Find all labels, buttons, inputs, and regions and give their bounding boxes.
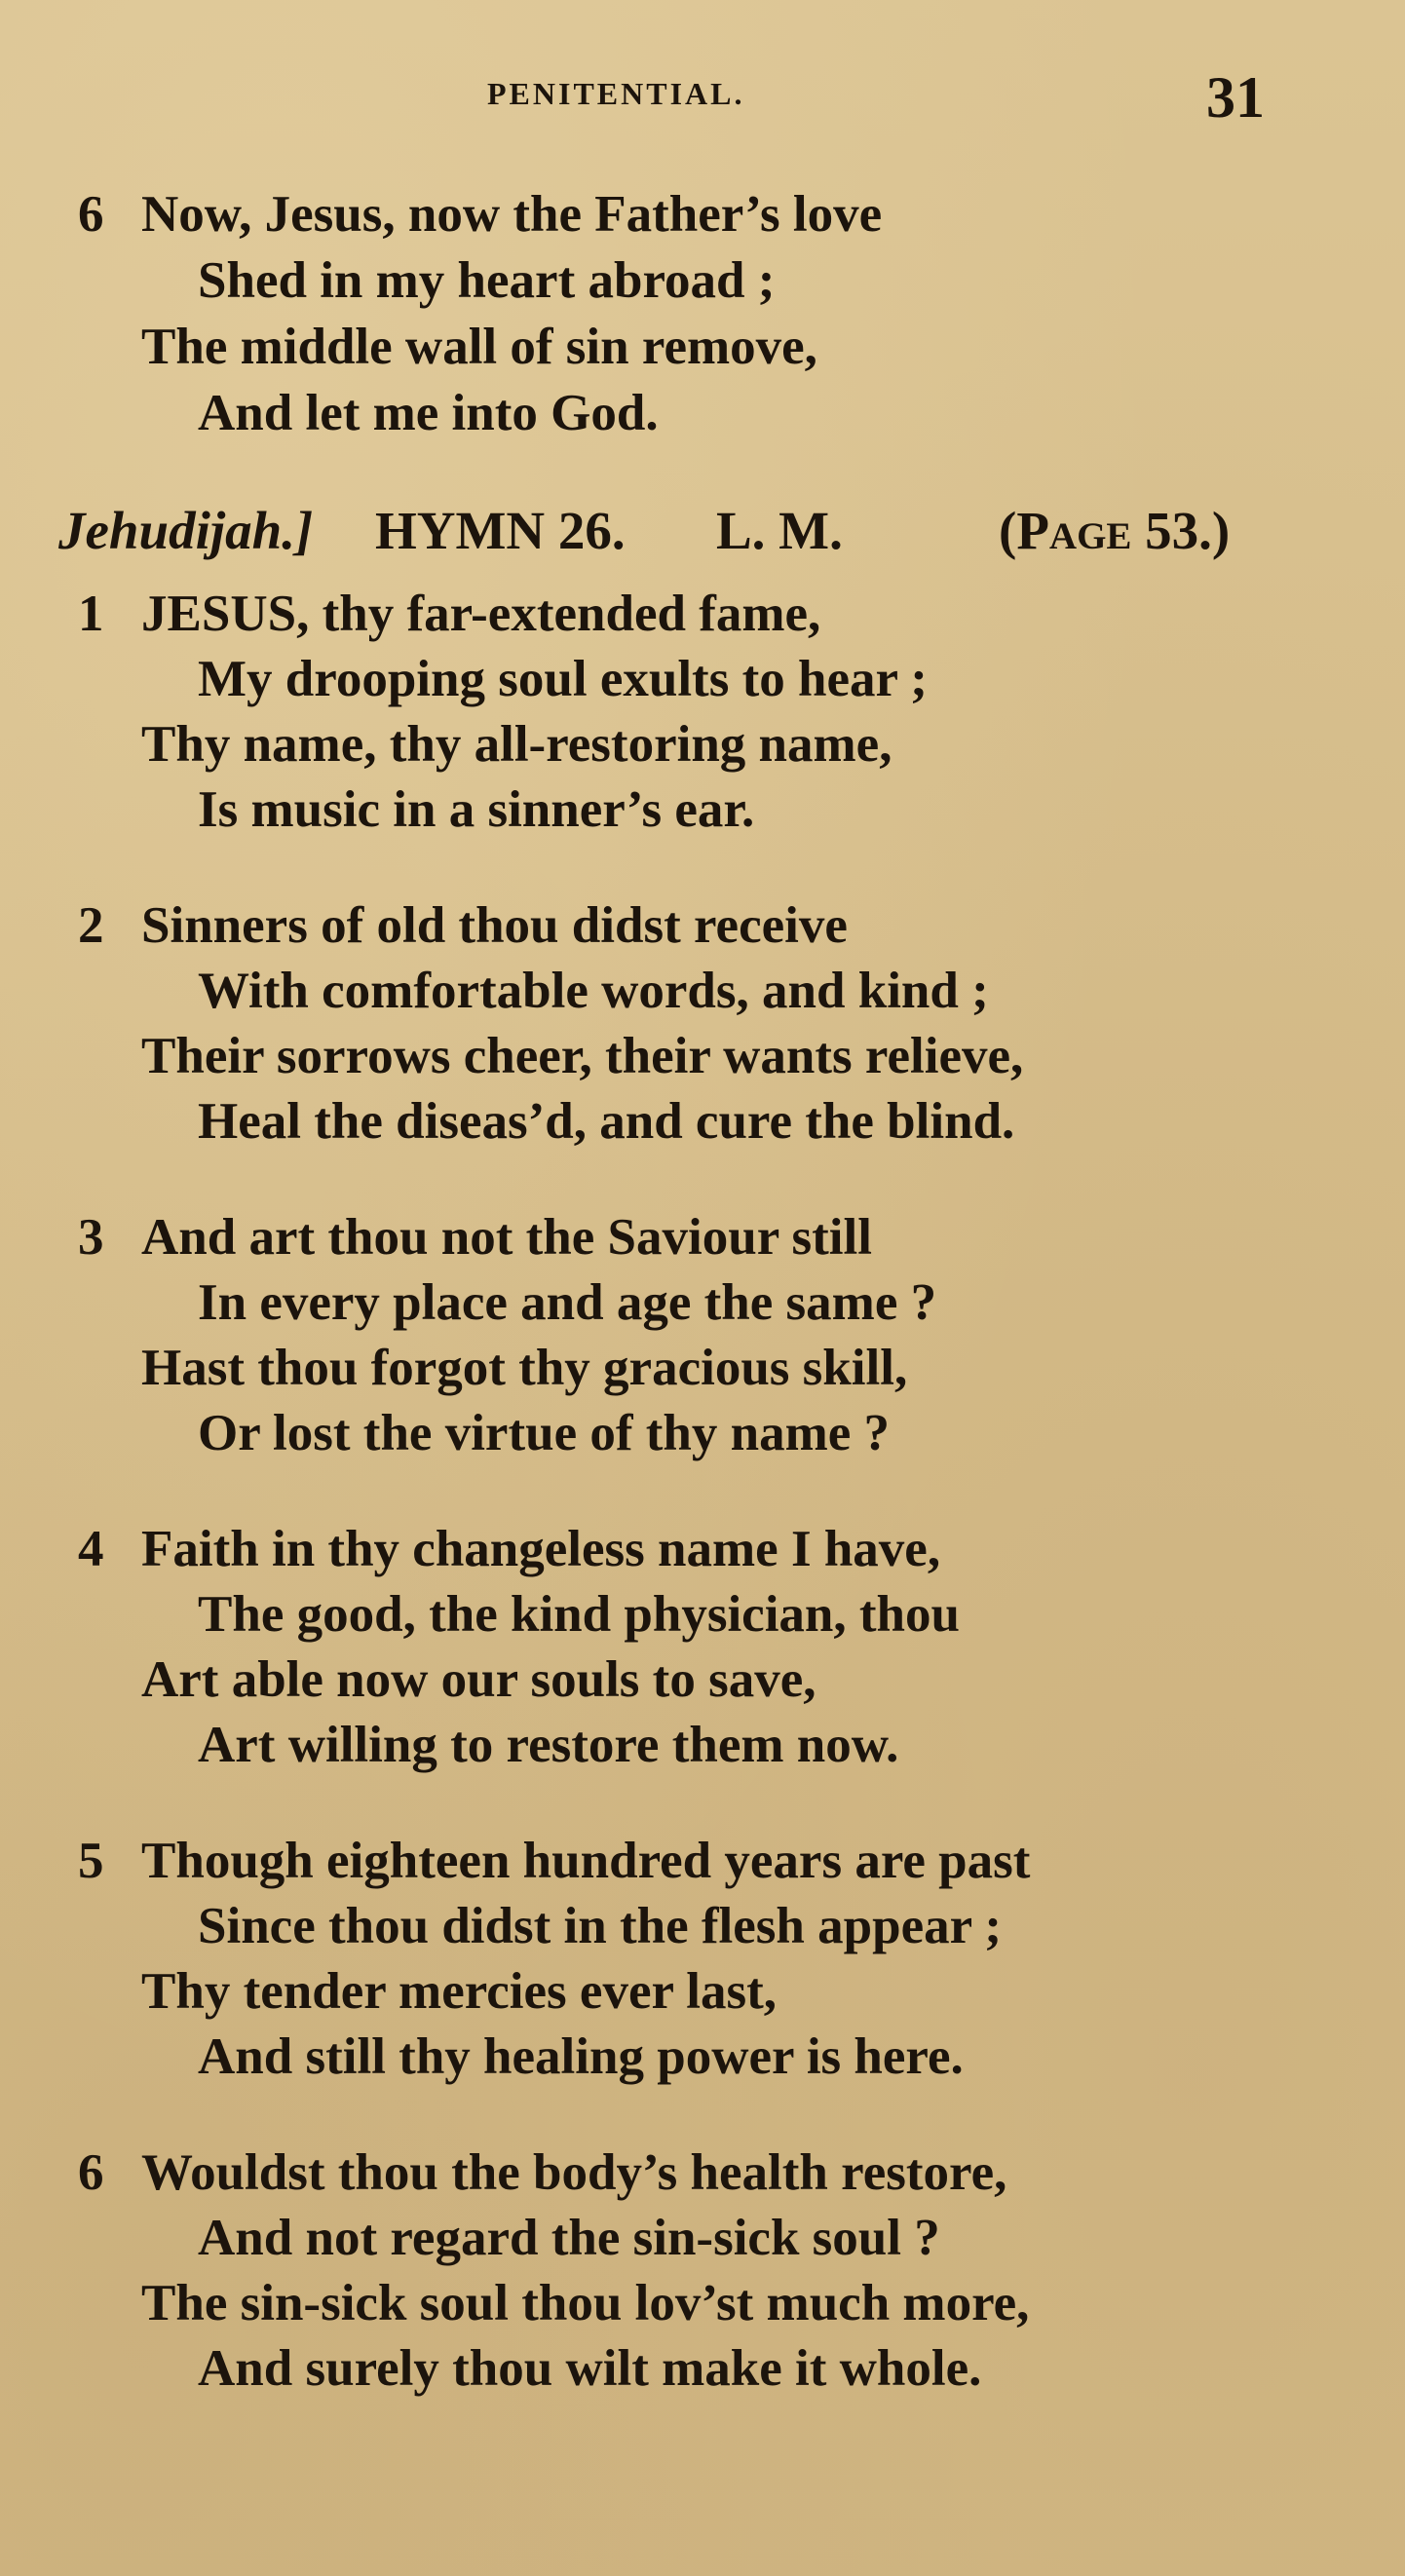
hymn-heading — [58, 492, 1384, 570]
stanza-line: JESUS, thy far-extended fame, — [141, 586, 821, 642]
stanza-number: 5 — [78, 1833, 104, 1889]
stanza-line: And surely thou wilt make it whole. — [198, 2340, 982, 2397]
stanza-number: 1 — [78, 586, 104, 642]
stanza-line: Heal the diseas’d, and cure the blind. — [198, 1093, 1015, 1150]
stanza-line: My drooping soul exults to hear ; — [198, 651, 928, 707]
stanza-line: Hast thou forgot thy gracious skill, — [141, 1340, 908, 1396]
stanza-line: In every place and age the same ? — [198, 1274, 937, 1331]
running-head: PENITENTIAL. — [487, 76, 745, 111]
stanza-number: 6 — [78, 2144, 104, 2201]
stanza-line: Art willing to restore them now. — [198, 1717, 899, 1773]
stanza-line: And not regard the sin-sick soul ? — [198, 2210, 940, 2266]
stanza-line: Now, Jesus, now the Father’s love — [141, 186, 883, 243]
stanza-number: 3 — [78, 1209, 104, 1266]
stanza-number: 4 — [78, 1521, 104, 1577]
page-header — [0, 65, 1405, 134]
stanza-line: Or lost the virtue of thy name ? — [198, 1405, 891, 1461]
stanza-line: Since thou didst in the flesh appear ; — [198, 1898, 1003, 1954]
stanza-line: The good, the kind physician, thou — [198, 1586, 961, 1643]
stanza-line: And let me into God. — [198, 385, 659, 441]
stanza-line: Though eighteen hundred years are past — [141, 1833, 1031, 1889]
hymn-title: HYMN 26. — [375, 501, 626, 560]
hymn-meter: L. M. — [716, 501, 843, 560]
page-reference: (Page 53.) — [999, 501, 1231, 560]
page-number: 31 — [1206, 65, 1265, 130]
stanza-number: 2 — [78, 897, 104, 954]
stanza-line: Faith in thy changeless name I have, — [141, 1521, 941, 1577]
stanza-line: Their sorrows cheer, their wants relieve, — [141, 1028, 1024, 1084]
stanza-line: Art able now our souls to save, — [141, 1651, 816, 1708]
tune-name: Jehudijah.] — [58, 501, 314, 560]
stanza-line: The middle wall of sin remove, — [141, 319, 817, 375]
stanza-line: And art thou not the Saviour still — [141, 1209, 872, 1266]
stanza-line: The sin-sick soul thou lov’st much more, — [141, 2275, 1030, 2331]
stanza-line: Sinners of old thou didst receive — [141, 897, 848, 954]
stanza-line: Wouldst thou the body’s health restore, — [141, 2144, 1007, 2201]
stanza-line: With comfortable words, and kind ; — [198, 963, 989, 1019]
stanza-number: 6 — [78, 186, 104, 243]
stanza-line: And still thy healing power is here. — [198, 2028, 964, 2085]
stanza-line: Is music in a sinner’s ear. — [198, 781, 755, 838]
stanza-line: Shed in my heart abroad ; — [198, 252, 776, 309]
stanza-line: Thy name, thy all-restoring name, — [141, 716, 892, 773]
stanza-line: Thy tender mercies ever last, — [141, 1963, 778, 2020]
